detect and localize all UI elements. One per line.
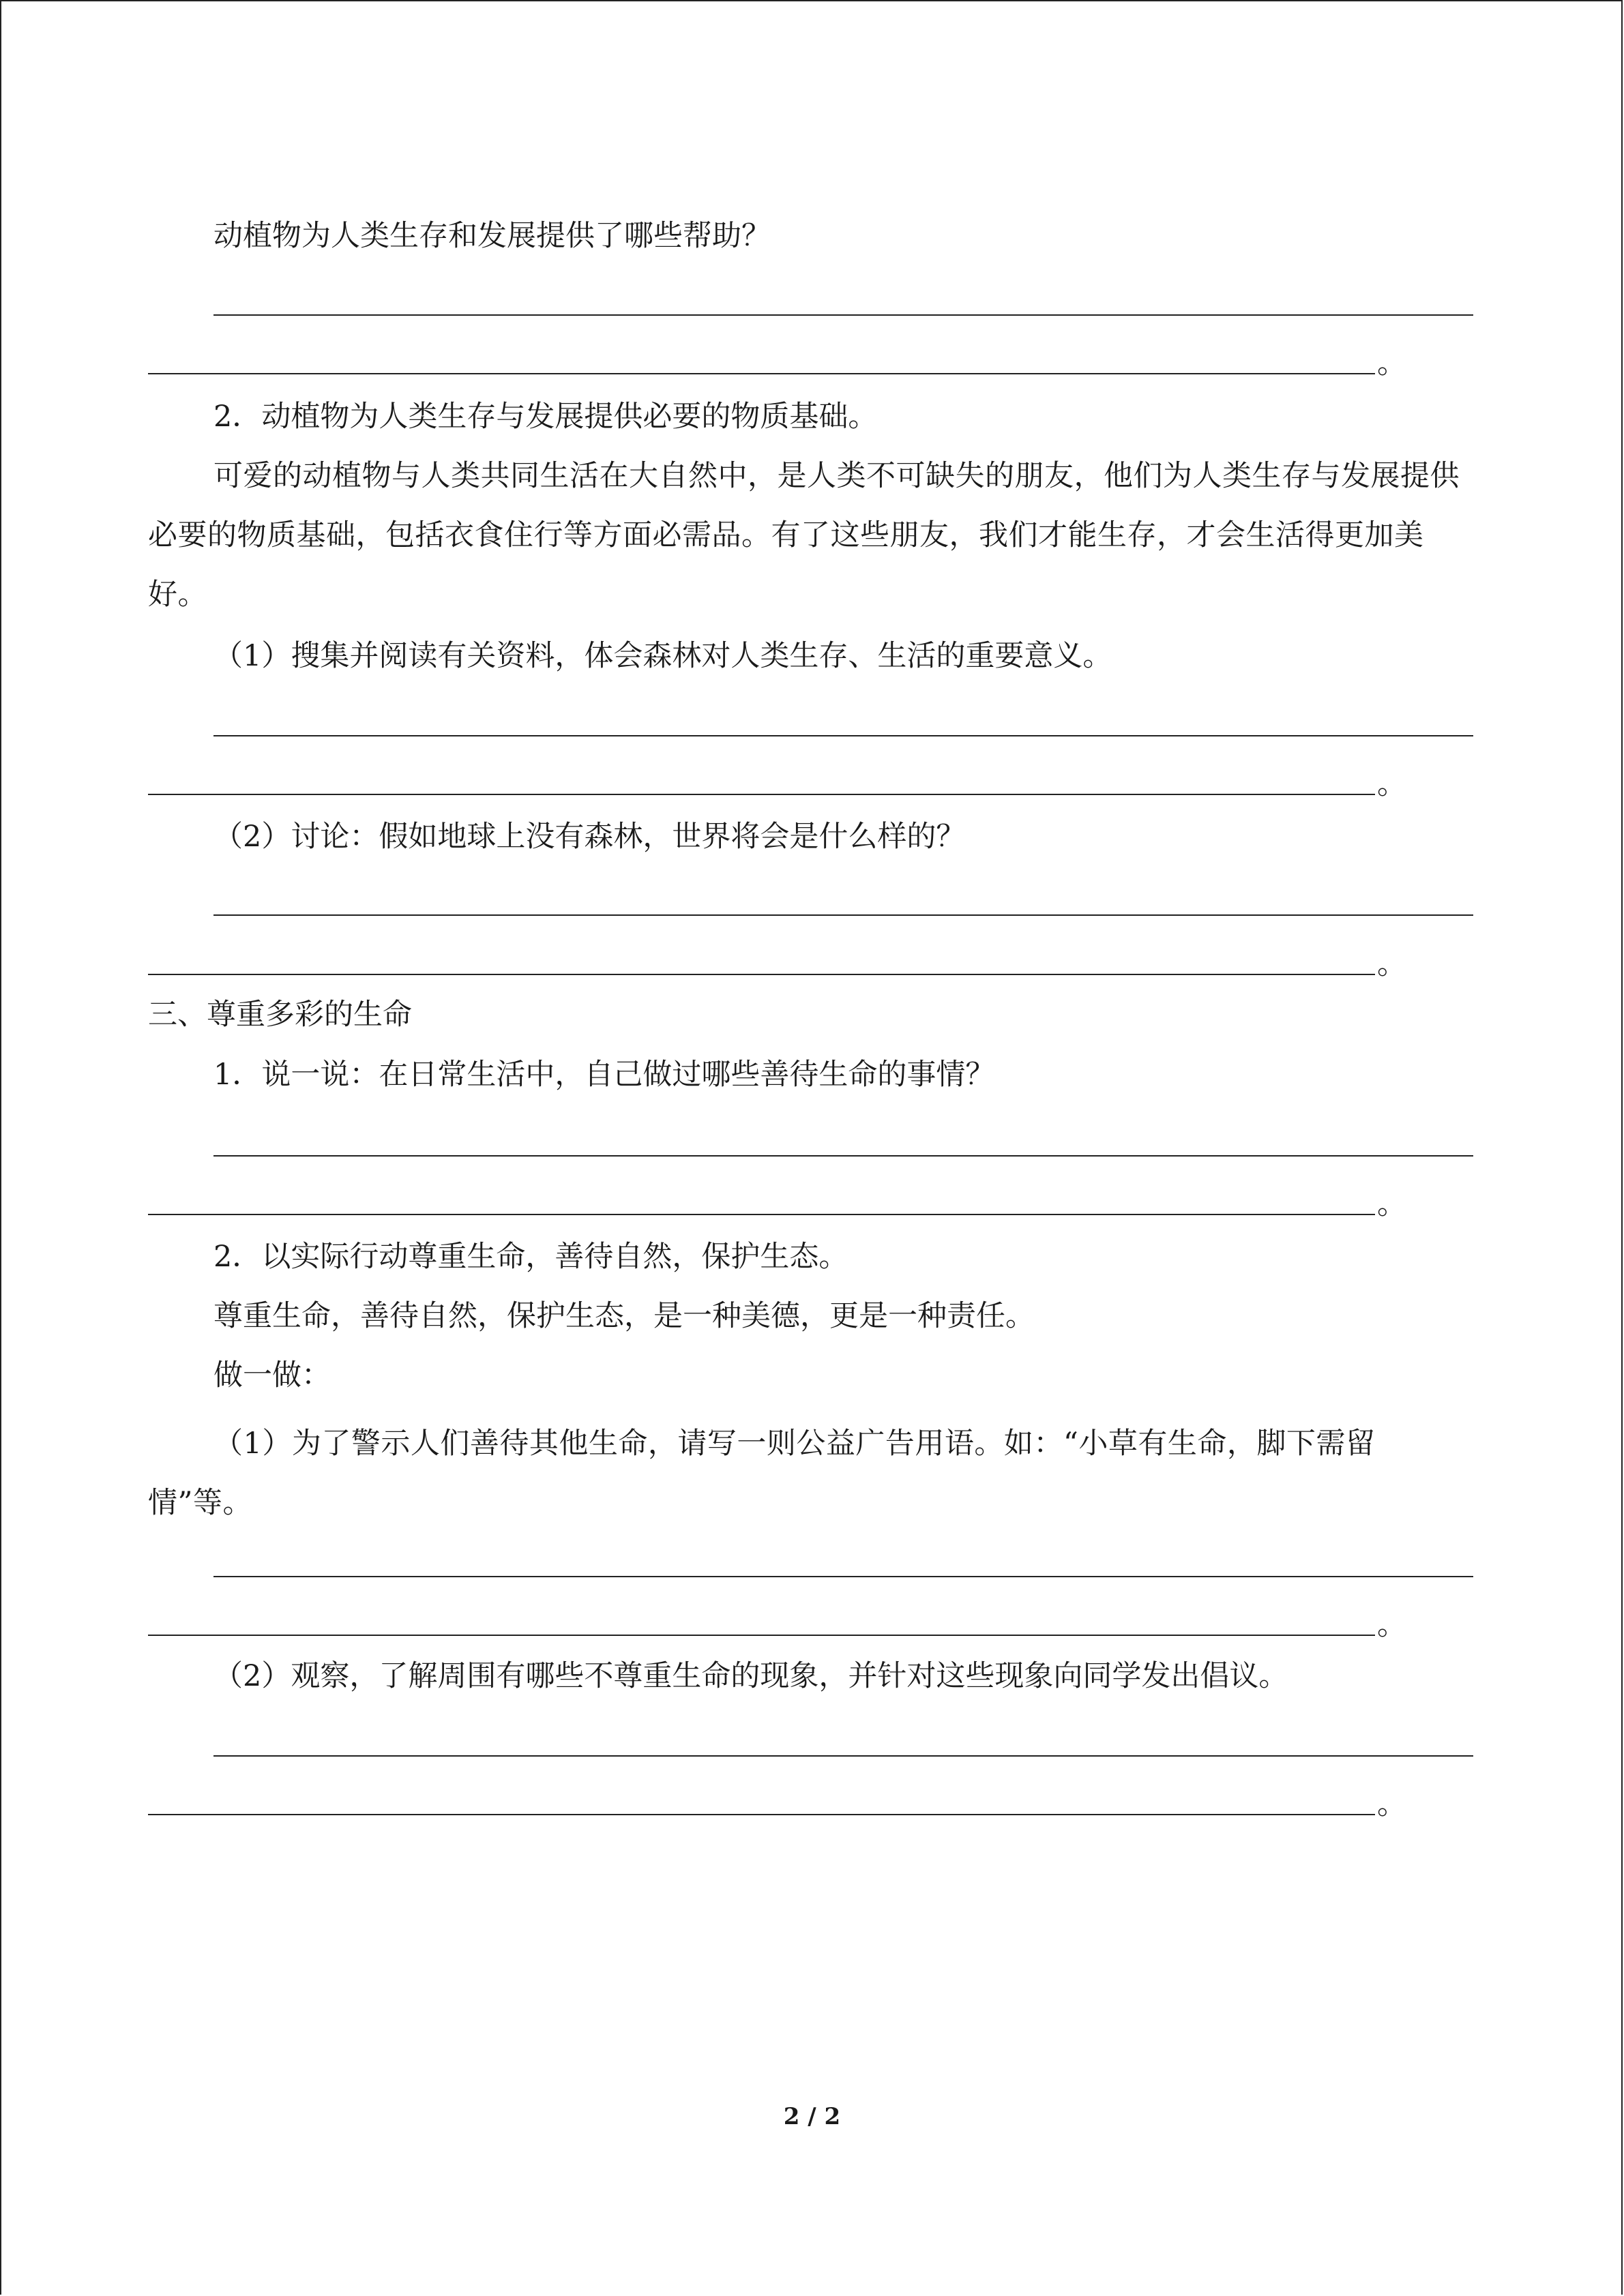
- section-2-title: 2．动植物为人类生存与发展提供必要的物质基础。: [213, 400, 878, 434]
- period-mark: 。: [1377, 346, 1406, 381]
- period-mark: 。: [1377, 947, 1406, 981]
- question-intro: 动植物为人类生存和发展提供了哪些帮助？: [213, 219, 771, 253]
- period-mark: 。: [1377, 1187, 1406, 1221]
- answer-line[interactable]: [213, 914, 1473, 916]
- answer-line[interactable]: [148, 974, 1375, 975]
- section-3-part-2-body: 尊重生命，善待自然，保护生态，是一种美德，更是一种责任。: [213, 1299, 1035, 1333]
- answer-line[interactable]: [148, 1814, 1375, 1815]
- answer-line[interactable]: [148, 794, 1375, 795]
- period-mark: 。: [1377, 767, 1406, 801]
- section-3-heading: 三、尊重多彩的生命: [148, 998, 412, 1032]
- answer-line[interactable]: [148, 373, 1375, 374]
- do-it-label: 做一做：: [213, 1358, 331, 1392]
- answer-line[interactable]: [148, 1635, 1375, 1636]
- do-it-question-1: （1）为了警示人们善待其他生命，请写一则公益广告用语。如：“小草有生命，脚下需留情”等。: [148, 1427, 1376, 1520]
- page-number: 2 / 2: [783, 2103, 841, 2130]
- period-mark: 。: [1377, 1787, 1406, 1821]
- section-3-question-1: 1．说一说：在日常生活中，自己做过哪些善待生命的事情？: [213, 1058, 995, 1092]
- period-mark: 。: [1377, 1608, 1406, 1642]
- section-2-question-2: （2）讨论：假如地球上没有森林，世界将会是什么样的？: [213, 820, 966, 854]
- answer-line[interactable]: [213, 1155, 1473, 1157]
- answer-line[interactable]: [213, 735, 1473, 736]
- answer-line[interactable]: [213, 314, 1473, 316]
- do-it-question-2: （2）观察，了解周围有哪些不尊重生命的现象，并针对这些现象向同学发出倡议。: [213, 1659, 1288, 1693]
- section-2-question-1: （1）搜集并阅读有关资料，体会森林对人类生存、生活的重要意义。: [213, 639, 1112, 673]
- answer-line[interactable]: [213, 1755, 1473, 1757]
- section-3-part-2-title: 2．以实际行动尊重生命，善待自然，保护生态。: [213, 1240, 848, 1274]
- answer-line[interactable]: [213, 1576, 1473, 1577]
- answer-line[interactable]: [148, 1214, 1375, 1215]
- section-2-body: 可爱的动植物与人类共同生活在大自然中，是人类不可缺失的朋友，他们为人类生存与发展提供必要的物质基础，包括衣食住行等方面必需品。有了这些朋友，我们才能生存，才会生活得更加美好。: [148, 459, 1460, 612]
